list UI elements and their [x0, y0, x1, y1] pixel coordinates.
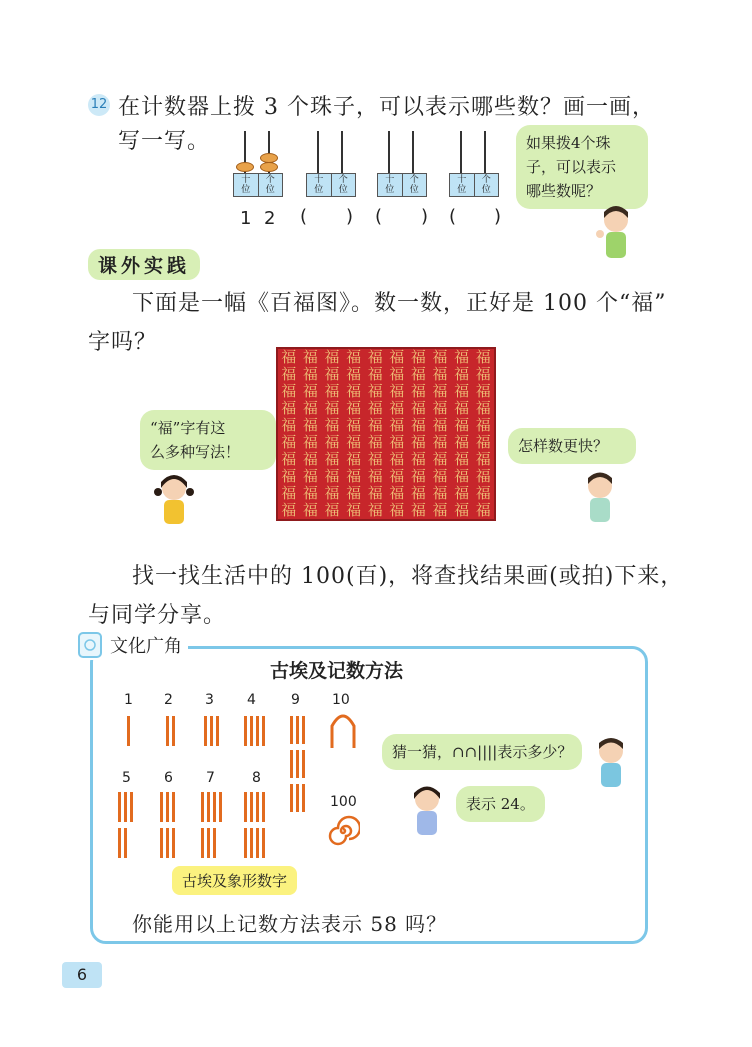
numeral-stroke [302, 716, 305, 744]
numeral-stroke [172, 716, 175, 746]
numeral-stroke [296, 784, 299, 812]
fu-character: 福 [432, 467, 448, 485]
answer-tens-1: 1 [240, 208, 252, 229]
fu-character: 福 [475, 348, 491, 366]
numeral-label-100: 100 [330, 794, 357, 810]
fu-character: 福 [389, 348, 405, 366]
numeral-stroke [302, 784, 305, 812]
fu-character: 福 [324, 484, 340, 502]
fu-character: 福 [389, 501, 405, 519]
practice-text-line3: 找一找生活中的 100(百)，将查找结果画(或拍)下来， [132, 564, 684, 589]
fu-character: 福 [454, 484, 470, 502]
fu-character: 福 [281, 501, 297, 519]
fu-character: 福 [454, 467, 470, 485]
numeral-caption: 古埃及象形数字 [172, 866, 297, 895]
fu-character: 福 [410, 467, 426, 485]
fu-character: 福 [410, 433, 426, 451]
numeral-stroke [213, 792, 216, 822]
numeral-stroke [250, 792, 253, 822]
fu-character: 福 [367, 501, 383, 519]
fu-character: 福 [410, 416, 426, 434]
fu-character: 福 [281, 433, 297, 451]
girl-illustration [150, 472, 198, 528]
blank-open-1: ( [300, 206, 308, 227]
numeral-stroke [262, 716, 265, 746]
fu-character: 福 [410, 501, 426, 519]
fu-character: 福 [475, 382, 491, 400]
fu-character: 福 [389, 484, 405, 502]
numeral-stroke [201, 828, 204, 858]
fu-character: 福 [475, 467, 491, 485]
abacus-3: 十 位 个 位 [377, 131, 427, 195]
fu-character: 福 [281, 365, 297, 383]
fu-character: 福 [346, 365, 362, 383]
numeral-stroke [296, 716, 299, 744]
fu-character: 福 [367, 450, 383, 468]
numeral-stroke [160, 828, 163, 858]
numeral-label-3: 3 [205, 692, 214, 708]
culture-tag: 文化广角 [110, 636, 182, 657]
fu-character: 福 [281, 484, 297, 502]
boy-illustration-2 [576, 470, 624, 526]
fu-character: 福 [432, 484, 448, 502]
numeral-stroke [166, 792, 169, 822]
numeral-label-4: 4 [247, 692, 256, 708]
fu-character: 福 [454, 399, 470, 417]
fu-character: 福 [367, 467, 383, 485]
numeral-stroke [172, 792, 175, 822]
girl-speech-bubble: “福”字有这 么多种写法！ [140, 410, 276, 470]
boy-illustration-3 [588, 736, 634, 790]
abacus-4: 十 位 个 位 [449, 131, 499, 195]
fu-character: 福 [281, 450, 297, 468]
fu-character: 福 [475, 399, 491, 417]
fu-character: 福 [410, 382, 426, 400]
boy-speech-bubble: 怎样数更快？ [508, 428, 636, 464]
answer-bubble: 表示 24。 [456, 786, 545, 822]
numeral-label-1: 1 [124, 692, 133, 708]
fu-character: 福 [324, 348, 340, 366]
numeral-stroke [166, 716, 169, 746]
fu-character: 福 [410, 450, 426, 468]
fu-character: 福 [346, 467, 362, 485]
fu-character: 福 [302, 365, 318, 383]
fu-character: 福 [389, 450, 405, 468]
fu-character: 福 [410, 399, 426, 417]
fu-character: 福 [367, 365, 383, 383]
ones-label: 个 位 [265, 175, 275, 195]
numeral-stroke [296, 750, 299, 778]
numeral-stroke [244, 828, 247, 858]
answer-ones-2: 2 [264, 208, 276, 229]
numeral-stroke [201, 792, 204, 822]
numeral-stroke [207, 792, 210, 822]
numeral-stroke [216, 716, 219, 746]
fu-character: 福 [475, 416, 491, 434]
fu-character: 福 [454, 433, 470, 451]
page-number: 6 [62, 962, 102, 988]
fu-character: 福 [281, 399, 297, 417]
numeral-stroke [262, 828, 265, 858]
practice-section-title: 课外实践 [88, 249, 200, 280]
fu-character: 福 [302, 433, 318, 451]
numeral-stroke [124, 828, 127, 858]
coil-100-symbol [326, 814, 360, 848]
fu-character: 福 [454, 416, 470, 434]
fu-character: 福 [432, 416, 448, 434]
fu-character: 福 [389, 382, 405, 400]
fu-char-grid [278, 349, 494, 519]
fu-character: 福 [475, 484, 491, 502]
numeral-stroke [290, 750, 293, 778]
boy-illustration-1 [590, 204, 642, 262]
problem-number-badge: 12 [88, 94, 110, 116]
blank-open-2: ( [375, 206, 383, 227]
abacus-2: 十 位 个 位 [306, 131, 356, 195]
numeral-label-6: 6 [164, 770, 173, 786]
fu-character: 福 [389, 416, 405, 434]
fu-character: 福 [432, 433, 448, 451]
numeral-stroke [219, 792, 222, 822]
fu-character: 福 [454, 365, 470, 383]
numeral-stroke [256, 792, 259, 822]
culture-title: 古埃及记数方法 [270, 660, 404, 682]
fu-character: 福 [432, 399, 448, 417]
culture-header [76, 630, 188, 660]
fu-character: 福 [475, 450, 491, 468]
tens-label: 十 位 [234, 174, 259, 196]
practice-text-line2: 字吗？ [88, 330, 158, 355]
problem-text-line1: 在计数器上拨 3 个珠子，可以表示哪些数？画一画， [118, 95, 655, 120]
fu-character: 福 [346, 348, 362, 366]
fu-character: 福 [324, 450, 340, 468]
fu-character: 福 [324, 501, 340, 519]
fu-character: 福 [346, 382, 362, 400]
fu-character: 福 [454, 501, 470, 519]
fu-character: 福 [367, 399, 383, 417]
numeral-stroke [250, 828, 253, 858]
fu-character: 福 [454, 382, 470, 400]
fu-character: 福 [475, 501, 491, 519]
fu-character: 福 [389, 467, 405, 485]
fu-character: 福 [281, 382, 297, 400]
fu-character: 福 [346, 484, 362, 502]
fu-character: 福 [432, 382, 448, 400]
fu-character: 福 [302, 416, 318, 434]
numeral-stroke [124, 792, 127, 822]
numeral-stroke [256, 828, 259, 858]
fu-character: 福 [367, 416, 383, 434]
hundred-fu-picture [276, 347, 496, 521]
numeral-label-9: 9 [291, 692, 300, 708]
fu-character: 福 [346, 416, 362, 434]
numeral-label-2: 2 [164, 692, 173, 708]
fu-character: 福 [475, 433, 491, 451]
girl-illustration-2 [404, 784, 450, 838]
numeral-stroke [256, 716, 259, 746]
numeral-stroke [166, 828, 169, 858]
numeral-label-5: 5 [122, 770, 131, 786]
fu-character: 福 [346, 450, 362, 468]
blank-close-1: ) [346, 206, 354, 227]
guess-bubble: 猜一猜，∩∩||||表示多少？ [382, 734, 582, 770]
fu-character: 福 [281, 467, 297, 485]
fu-character: 福 [302, 348, 318, 366]
fu-character: 福 [367, 433, 383, 451]
fu-character: 福 [475, 365, 491, 383]
practice-text-line4: 与同学分享。 [88, 603, 227, 628]
fu-character: 福 [367, 348, 383, 366]
book-icon [76, 630, 106, 660]
fu-character: 福 [346, 501, 362, 519]
problem-text-line2: 写一写。 [118, 129, 211, 154]
fu-character: 福 [389, 399, 405, 417]
numeral-stroke [127, 716, 130, 746]
blank-close-2: ) [421, 206, 429, 227]
fu-character: 福 [410, 365, 426, 383]
numeral-label-8: 8 [252, 770, 261, 786]
fu-character: 福 [302, 501, 318, 519]
numeral-stroke [118, 792, 121, 822]
numeral-stroke [250, 716, 253, 746]
heel-bone-10-symbol [328, 712, 358, 750]
fu-character: 福 [432, 365, 448, 383]
fu-character: 福 [302, 484, 318, 502]
practice-text-line1: 下面是一幅《百福图》。数一数，正好是 100 个“福” [132, 291, 667, 316]
fu-character: 福 [302, 450, 318, 468]
fu-character: 福 [281, 416, 297, 434]
numeral-stroke [262, 792, 265, 822]
abacus-1 [233, 131, 283, 195]
fu-character: 福 [410, 484, 426, 502]
fu-character: 福 [324, 382, 340, 400]
fu-character: 福 [454, 450, 470, 468]
numeral-stroke [290, 716, 293, 744]
fu-character: 福 [324, 433, 340, 451]
numeral-stroke [244, 716, 247, 746]
fu-character: 福 [432, 348, 448, 366]
fu-character: 福 [302, 399, 318, 417]
fu-character: 福 [367, 382, 383, 400]
fu-character: 福 [281, 348, 297, 366]
numeral-stroke [204, 716, 207, 746]
blank-open-3: ( [449, 206, 457, 227]
fu-character: 福 [389, 433, 405, 451]
numeral-stroke [290, 784, 293, 812]
hint-bubble: 如果拨4个珠 子，可以表示 哪些数呢？ [516, 125, 648, 209]
fu-character: 福 [324, 416, 340, 434]
fu-character: 福 [346, 433, 362, 451]
fu-character: 福 [302, 382, 318, 400]
fu-character: 福 [302, 467, 318, 485]
fu-character: 福 [432, 450, 448, 468]
fu-character: 福 [454, 348, 470, 366]
fu-character: 福 [410, 348, 426, 366]
fu-character: 福 [389, 365, 405, 383]
numeral-stroke [172, 828, 175, 858]
fu-character: 福 [324, 399, 340, 417]
numeral-label-7: 7 [206, 770, 215, 786]
blank-close-3: ) [494, 206, 502, 227]
numeral-stroke [130, 792, 133, 822]
numeral-label-10: 10 [332, 692, 350, 708]
culture-question: 你能用以上记数方法表示 58 吗？ [132, 912, 448, 936]
fu-character: 福 [432, 501, 448, 519]
numeral-stroke [244, 792, 247, 822]
numeral-stroke [118, 828, 121, 858]
numeral-stroke [302, 750, 305, 778]
fu-character: 福 [367, 484, 383, 502]
numeral-stroke [213, 828, 216, 858]
fu-character: 福 [346, 399, 362, 417]
fu-character: 福 [324, 467, 340, 485]
numeral-stroke [210, 716, 213, 746]
numeral-stroke [207, 828, 210, 858]
fu-character: 福 [324, 365, 340, 383]
numeral-stroke [160, 792, 163, 822]
